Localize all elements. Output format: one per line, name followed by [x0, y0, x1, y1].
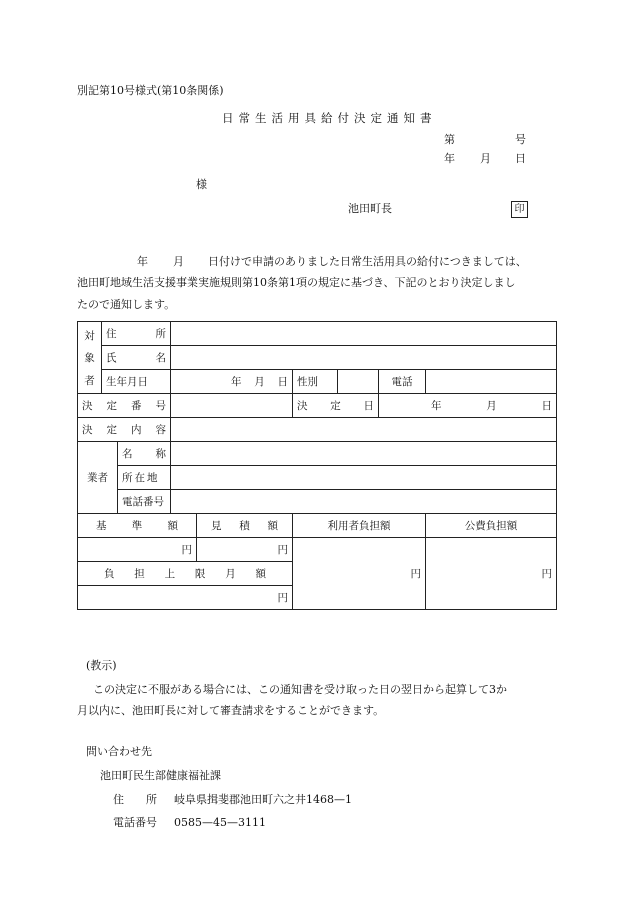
monthly-cap-label: 負 担 上 限 月 額	[78, 562, 293, 586]
user-burden-label: 利用者負担額	[293, 514, 426, 538]
decision-form-table	[77, 321, 557, 610]
vendor-label: 業者	[78, 442, 118, 514]
decision-number-label: 決 定 番 号	[78, 394, 171, 418]
user-burden-field[interactable]: 円	[293, 538, 426, 610]
notice-line2: 月以内に、池田町長に対して審査請求をすることができます。	[77, 704, 385, 717]
birthdate-field[interactable]: 年 月 日	[171, 370, 293, 394]
body-date-month: 月	[173, 255, 184, 268]
gender-label: 性別	[293, 370, 338, 394]
body-text-line3: たので通知します。	[77, 298, 176, 311]
contact-heading: 問い合わせ先	[86, 745, 152, 758]
seal-mark: 印	[511, 201, 528, 218]
monthly-cap-field[interactable]: 円	[78, 586, 293, 610]
decision-number-field[interactable]	[171, 394, 293, 418]
issuer-name: 池田町長	[348, 202, 392, 215]
address-field[interactable]	[171, 322, 557, 346]
phone-field[interactable]	[426, 370, 557, 394]
public-burden-field[interactable]: 円	[426, 538, 557, 610]
number-prefix: 第	[444, 133, 455, 146]
vendor-name-field[interactable]	[171, 442, 557, 466]
decision-date-field[interactable]: 年 月 日	[379, 394, 557, 418]
standard-amount-field[interactable]: 円	[78, 538, 197, 562]
address-label: 住 所	[102, 322, 171, 346]
vendor-location-field[interactable]	[171, 466, 557, 490]
contact-phone-label: 電話番号	[113, 816, 157, 829]
target-person-label: 対 象 者	[78, 322, 102, 394]
gender-field[interactable]	[338, 370, 379, 394]
name-field[interactable]	[171, 346, 557, 370]
public-burden-label: 公費負担額	[426, 514, 557, 538]
contact-address: 岐阜県揖斐郡池田町六之井1468—1	[174, 793, 352, 806]
issue-month-label: 月	[480, 152, 491, 165]
number-suffix: 号	[515, 133, 526, 146]
document-title: 日常生活用具給付決定通知書	[222, 111, 437, 125]
name-label: 氏 名	[102, 346, 171, 370]
form-number: 別記第10号様式(第10条関係)	[77, 84, 224, 97]
standard-amount-label: 基 準 額	[78, 514, 197, 538]
issue-day-label: 日	[515, 152, 526, 165]
vendor-location-label: 所在地	[118, 466, 171, 490]
body-date-year: 年	[137, 255, 148, 268]
decision-content-field[interactable]	[171, 418, 557, 442]
contact-phone: 0585—45—3111	[174, 816, 266, 829]
notice-heading: (教示)	[86, 659, 117, 672]
issue-year-label: 年	[444, 152, 455, 165]
contact-department: 池田町民生部健康福祉課	[100, 769, 221, 782]
body-text-line1: 日付けで申請のありました日常生活用具の給付につきましては、	[208, 255, 527, 268]
contact-address-label: 住 所	[113, 793, 157, 806]
notice-line1: この決定に不服がある場合には、この通知書を受け取った日の翌日から起算して3か	[93, 683, 507, 696]
decision-date-label: 決 定 日	[293, 394, 379, 418]
vendor-phone-field[interactable]	[171, 490, 557, 514]
vendor-phone-label: 電話番号	[118, 490, 171, 514]
body-text-line2: 池田町地域生活支援事業実施規則第10条第1項の規定に基づき、下記のとおり決定しまし	[77, 276, 516, 289]
estimate-amount-label: 見 積 額	[197, 514, 293, 538]
vendor-name-label: 名 称	[118, 442, 171, 466]
decision-content-label: 決 定 内 容	[78, 418, 171, 442]
birthdate-label: 生年月日	[102, 370, 171, 394]
estimate-amount-field[interactable]: 円	[197, 538, 293, 562]
phone-label: 電話	[379, 370, 426, 394]
addressee-suffix: 様	[196, 178, 207, 191]
